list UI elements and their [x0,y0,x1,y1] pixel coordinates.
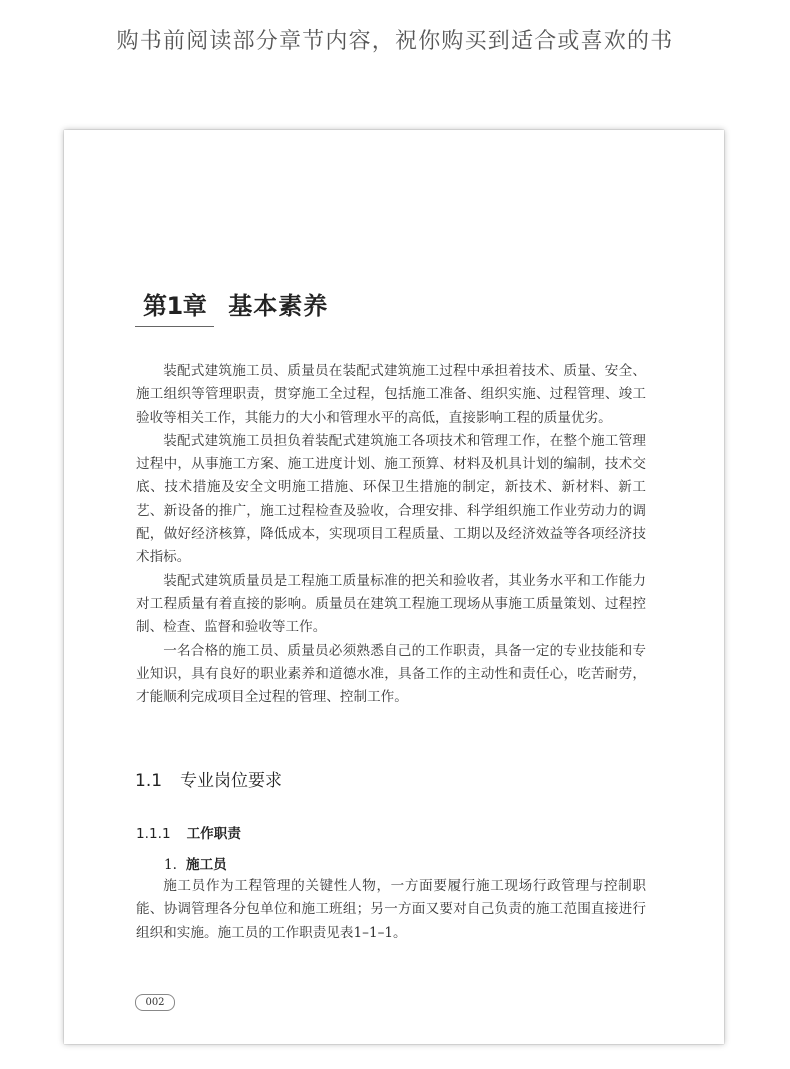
item-text [136,875,646,945]
item-title: 施工员 [185,857,227,873]
paragraph: 装配式建筑施工员担负着装配式建筑施工各项技术和管理工作，在整个施工管理过程中，从事施工方案、施工进度计划、施工预算、材料及机具计划的编制，技术交底、技术措施及安全文明施工措施、环保卫生措施的制定，新技术、新材料、新工艺、新设备的推广，施工过程检查及验收，合理安排、科学组织施工作业劳动力的调配，做好经济核算，降低成本，实现项目工程质量、工期以及经济效益等各项经济技术指标。 [136,432,646,566]
chapter-heading [135,286,328,327]
subsection-heading [136,822,241,842]
paragraph: 装配式建筑施工员、质量员在装配式建筑施工过程中承担着技术、质量、安全、施工组织等管理职责，贯穿施工全过程，包括施工准备、组织实施、过程管理、竣工验收等相关工作，其能力的大小和管理水平的高低，直接影响工程的质量优劣。 [136,363,646,426]
chapter-title: 基本素养 [228,292,329,320]
promo-banner: 购书前阅读部分章节内容，祝你购买到适合或喜欢的书 [116,29,674,54]
page-number-badge: 002 [135,994,175,1011]
chapter-intro-text [136,360,646,709]
section-number: 1.1 [135,771,163,791]
paragraph: 装配式建筑质量员是工程施工质量标准的把关和验收者，其业务水平和工作能力对工程质量有着直接的影响。质量员在建筑工程施工现场从事施工质量策划、过程控制、检查、监督和验收等工作。 [136,572,646,636]
book-page [64,130,724,1044]
item-heading [164,853,227,873]
subsection-title: 工作职责 [186,826,241,842]
section-heading [135,766,282,791]
subsection-number: 1.1.1 [136,826,171,842]
section-title: 专业岗位要求 [180,771,283,791]
paragraph: 施工员作为工程管理的关键性人物，一方面要履行施工现场行政管理与控制职能、协调管理各分包单位和施工班组；另一方面又要对自己负责的施工范围直接进行组织和实施。施工员的工作职责见表1–1–1。 [136,878,646,941]
chapter-number: 第1章 [135,286,214,327]
item-number: 1. [164,857,177,873]
paragraph: 一名合格的施工员、质量员必须熟悉自己的工作职责，具备一定的专业技能和专业知识，具有良好的职业素养和道德水准，具备工作的主动性和责任心，吃苦耐劳，才能顺利完成项目全过程的管理、控制工作。 [136,642,646,706]
